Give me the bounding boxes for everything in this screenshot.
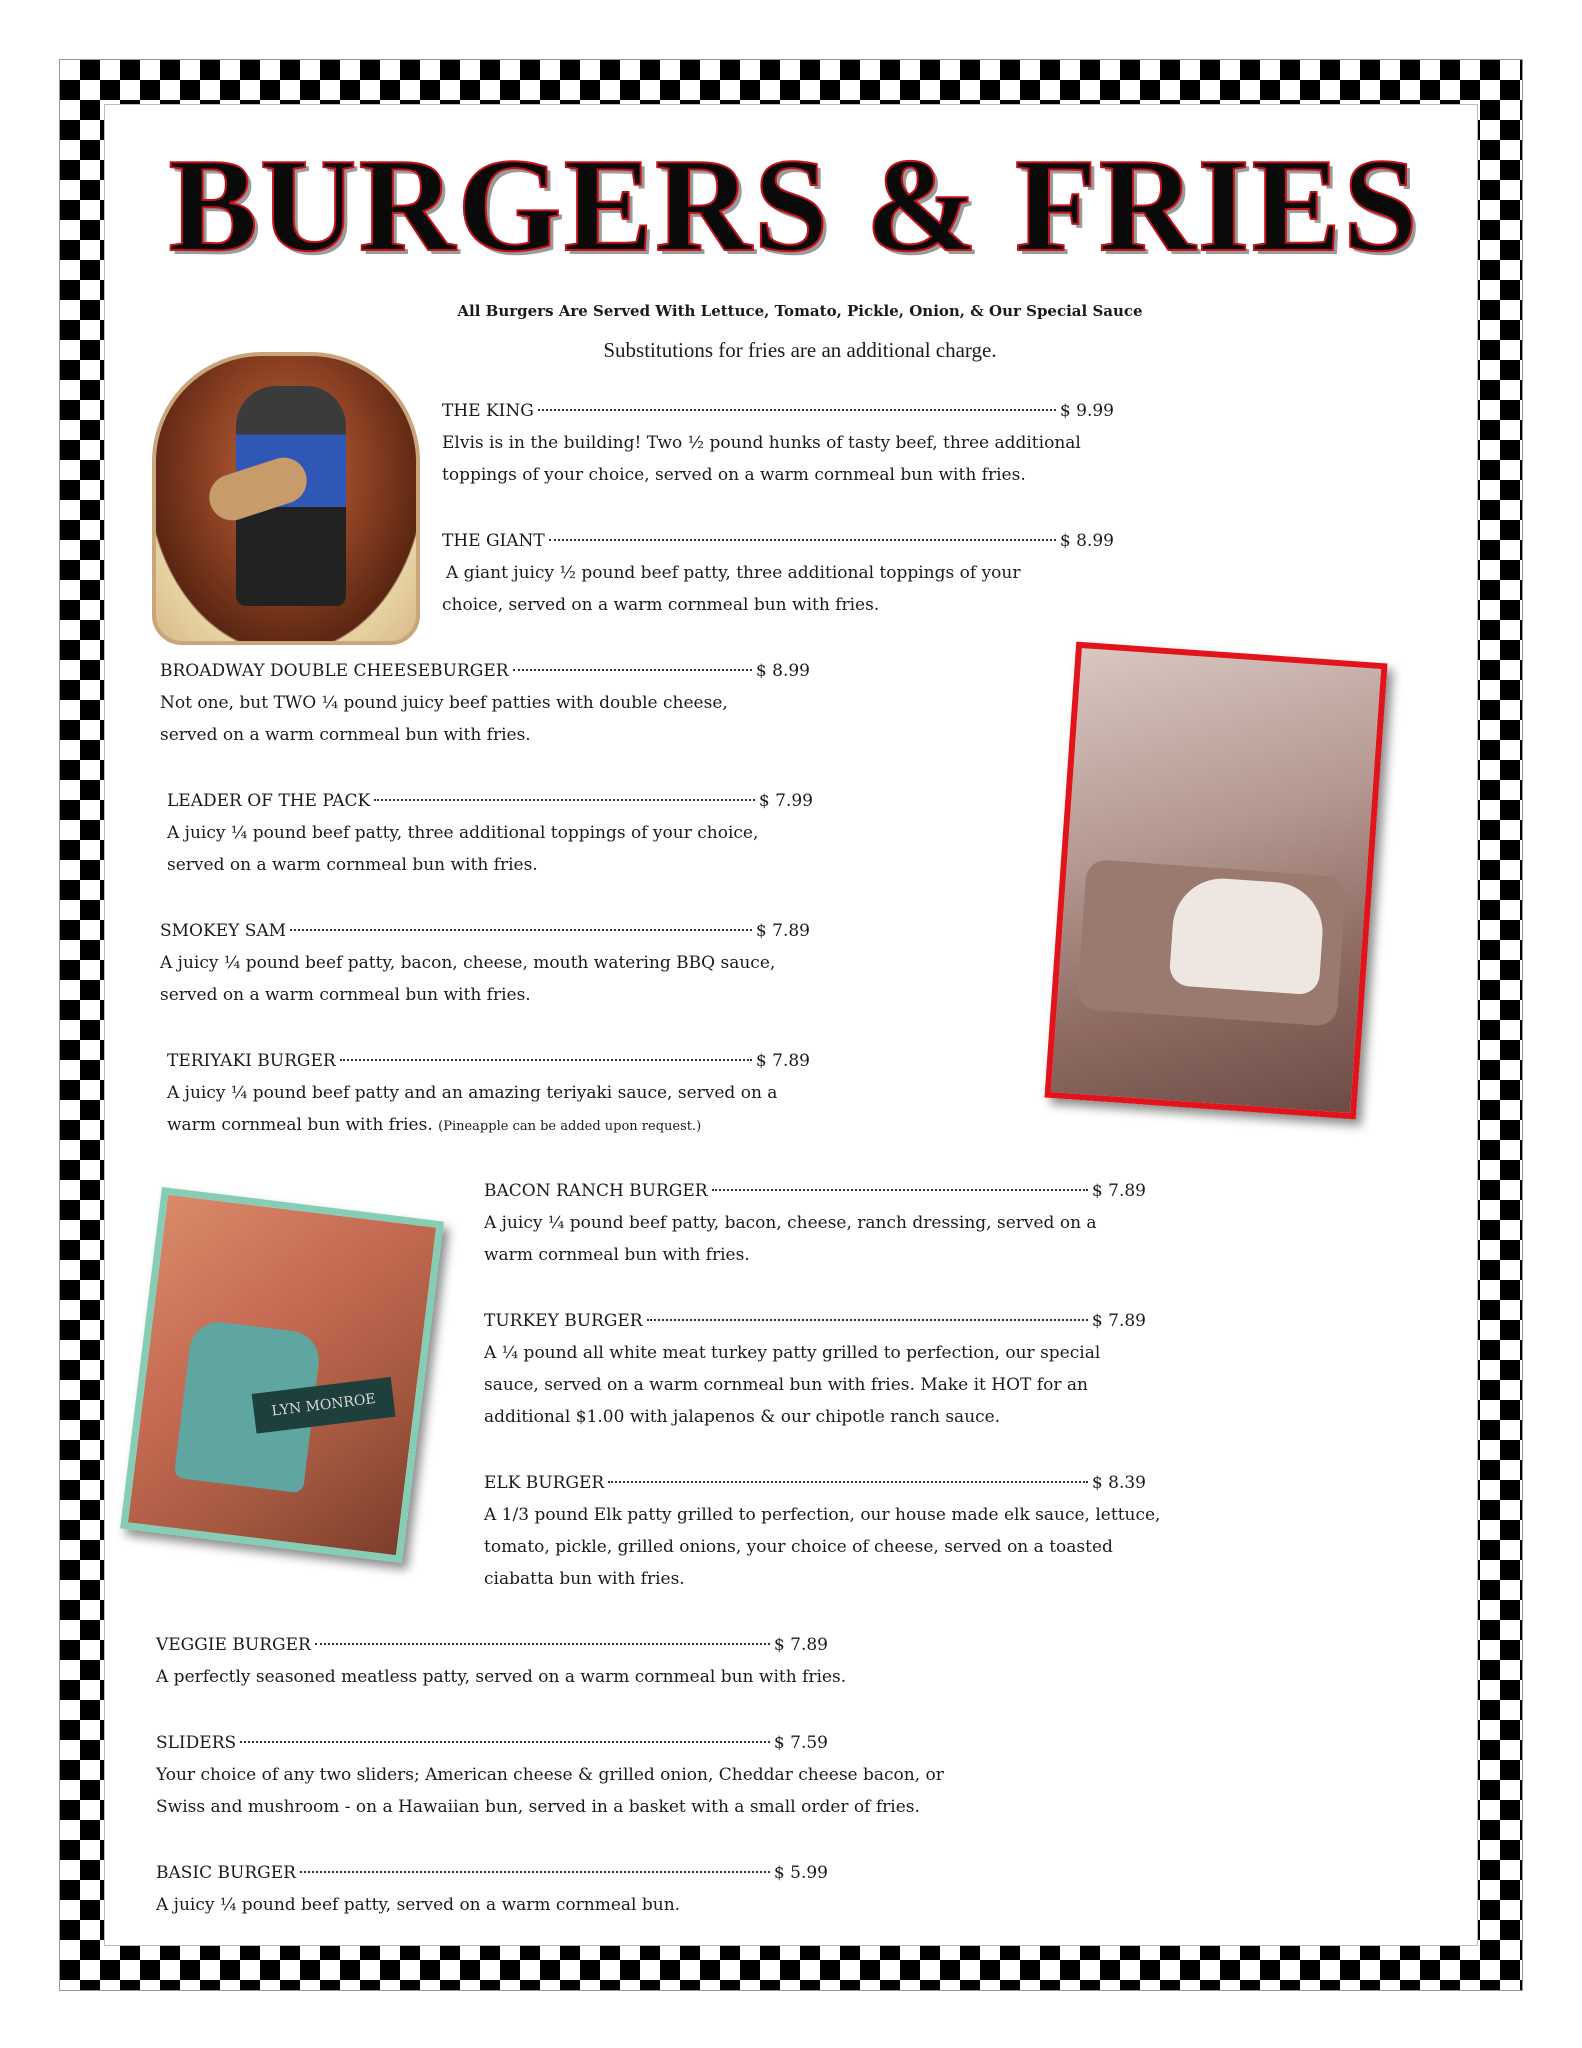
item-description: tomato, pickle, grilled onions, your choice of cheese, served on a toasted — [484, 1537, 1113, 1557]
item-price: $ 7.59 — [773, 1733, 828, 1753]
substitution-note: Substitutions for fries are an additional charge. — [603, 338, 997, 362]
menu-item — [167, 785, 813, 881]
item-name: BASIC BURGER — [156, 1863, 296, 1883]
item-price: $ 7.89 — [755, 1051, 810, 1071]
item-price: $ 5.99 — [773, 1863, 828, 1883]
menu-item — [160, 655, 810, 751]
item-price: $ 8.39 — [1091, 1473, 1146, 1493]
item-name: TERIYAKI BURGER — [167, 1051, 336, 1071]
item-description: A juicy ¼ pound beef patty, served on a warm cornmeal bun. — [156, 1895, 681, 1915]
item-price: $ 8.99 — [755, 661, 810, 681]
menu-item — [484, 1305, 1146, 1433]
menu-item — [160, 915, 810, 1011]
item-price: $ 7.89 — [755, 921, 810, 941]
menu-title: BURGERS & FRIES — [168, 131, 1420, 279]
item-description: Elvis is in the building! Two ½ pound hunks of tasty beef, three additional — [442, 433, 1081, 453]
item-description: ciabatta bun with fries. — [484, 1569, 685, 1589]
item-description: Not one, but TWO ¼ pound juicy beef patties with double cheese, — [160, 693, 728, 713]
item-description: Swiss and mushroom - on a Hawaiian bun, served in a basket with a small order of fries. — [156, 1797, 920, 1817]
item-description: A juicy ¼ pound beef patty and an amazing teriyaki sauce, served on a — [167, 1083, 778, 1103]
menu-item — [167, 1045, 810, 1143]
item-price: $ 7.89 — [1091, 1181, 1146, 1201]
item-price: $ 9.99 — [1059, 401, 1114, 421]
item-description: A juicy ¼ pound beef patty, bacon, cheese, mouth watering BBQ sauce, — [160, 953, 776, 973]
item-name: THE GIANT — [442, 531, 545, 551]
item-description: warm cornmeal bun with fries. — [167, 1115, 433, 1135]
item-name: ELK BURGER — [484, 1473, 605, 1493]
item-description: served on a warm cornmeal bun with fries. — [167, 855, 538, 875]
item-description: A juicy ¼ pound beef patty, bacon, cheese, ranch dressing, served on a — [484, 1213, 1097, 1233]
item-price: $ 7.89 — [1091, 1311, 1146, 1331]
item-name: LEADER OF THE PACK — [167, 791, 371, 811]
item-description: Your choice of any two sliders; American cheese & grilled onion, Cheddar cheese bacon, or — [156, 1765, 944, 1785]
menu-item — [156, 1727, 944, 1823]
item-description: served on a warm cornmeal bun with fries. — [160, 985, 531, 1005]
item-price: $ 7.89 — [773, 1635, 828, 1655]
menu-item — [156, 1857, 828, 1921]
menu-item — [442, 525, 1114, 621]
item-description: choice, served on a warm cornmeal bun with fries. — [442, 595, 880, 615]
shirt-shape — [1169, 875, 1326, 995]
item-description: toppings of your choice, served on a warm cornmeal bun with fries. — [442, 465, 1026, 485]
menu-item — [442, 395, 1114, 491]
item-note: (Pineapple can be added upon request.) — [438, 1119, 702, 1134]
menu-subtitle: All Burgers Are Served With Lettuce, Tomato, Pickle, Onion, & Our Special Sauce — [457, 302, 1143, 320]
item-description: warm cornmeal bun with fries. — [484, 1245, 750, 1265]
elvis-jukebox-image — [152, 352, 420, 645]
item-price: $ 7.99 — [758, 791, 813, 811]
item-name: VEGGIE BURGER — [156, 1635, 311, 1655]
marilyn-photo — [120, 1187, 444, 1563]
item-description: A juicy ¼ pound beef patty, three additional toppings of your choice, — [167, 823, 759, 843]
item-name: SLIDERS — [156, 1733, 237, 1753]
item-name: BACON RANCH BURGER — [484, 1181, 708, 1201]
item-description: A perfectly seasoned meatless patty, served on a warm cornmeal bun with fries. — [156, 1667, 847, 1687]
menu-item — [484, 1467, 1161, 1595]
item-description: A giant juicy ½ pound beef patty, three additional toppings of your — [446, 563, 1021, 583]
menu-item — [156, 1629, 847, 1693]
director-chair-label: LYN MONROE — [252, 1377, 396, 1434]
item-name: TURKEY BURGER — [484, 1311, 643, 1331]
item-description: A 1/3 pound Elk patty grilled to perfection, our house made elk sauce, lettuce, — [484, 1505, 1161, 1525]
couple-photo — [1044, 642, 1387, 1120]
menu-item — [484, 1175, 1146, 1271]
item-description: sauce, served on a warm cornmeal bun with fries. Make it HOT for an — [484, 1375, 1088, 1395]
item-name: THE KING — [442, 401, 534, 421]
item-name: SMOKEY SAM — [160, 921, 287, 941]
item-description: A ¼ pound all white meat turkey patty grilled to perfection, our special — [484, 1343, 1101, 1363]
item-description: additional $1.00 with jalapenos & our chipotle ranch sauce. — [484, 1407, 1001, 1427]
item-description: served on a warm cornmeal bun with fries. — [160, 725, 531, 745]
item-price: $ 8.99 — [1059, 531, 1114, 551]
item-name: BROADWAY DOUBLE CHEESEBURGER — [160, 661, 509, 681]
